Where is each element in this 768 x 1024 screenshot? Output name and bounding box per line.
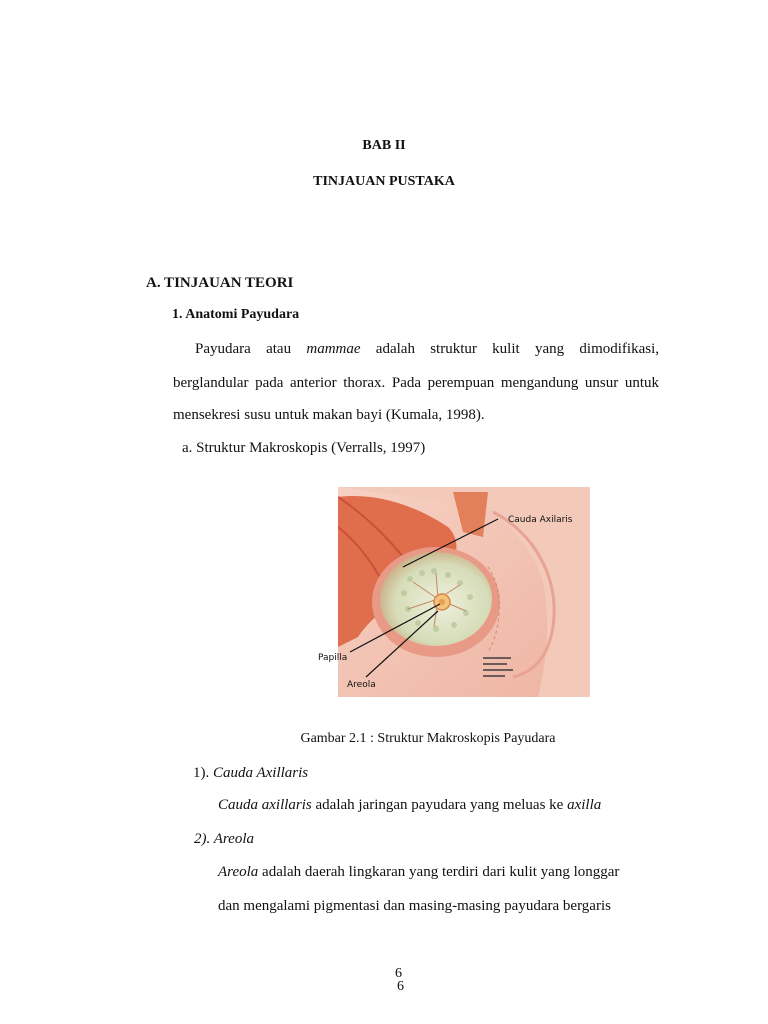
item-text: adalah daerah lingkaran yang terdiri dari kulit yang longgar bbox=[262, 864, 620, 880]
section-heading: A. TINJAUAN TEORI bbox=[146, 275, 294, 291]
item-number: 2). bbox=[194, 831, 211, 847]
item-areola-text-line-2: dan mengalami pigmentasi dan masing-masing payudara bergaris bbox=[218, 898, 611, 914]
item-text: adalah jaringan payudara yang meluas ke bbox=[315, 797, 564, 813]
chapter-heading: BAB II bbox=[362, 138, 406, 153]
paragraph-word: struktur bbox=[430, 341, 477, 357]
item-cauda-axillaris-text bbox=[218, 797, 601, 814]
paragraph-line-3: mensekresi susu untuk makan bayi (Kumala, 1998). bbox=[173, 407, 485, 423]
item-title: Cauda Axillaris bbox=[213, 765, 309, 781]
term-axilla: axilla bbox=[567, 797, 602, 813]
item-areola-heading bbox=[194, 831, 254, 848]
paragraph-word: yang bbox=[534, 341, 565, 357]
paragraph-term-mammae: mammae bbox=[306, 341, 361, 357]
paragraph-word: adalah bbox=[375, 341, 415, 357]
subheading-struktur-makroskopis: a. Struktur Makroskopis (Verralls, 1997) bbox=[182, 440, 426, 456]
paragraph-word: Payudara bbox=[195, 341, 251, 357]
figure-caption: Gambar 2.1 : Struktur Makroskopis Payudara bbox=[300, 731, 556, 746]
item-areola-text-line-1 bbox=[218, 864, 619, 881]
page-number: 6 bbox=[395, 966, 402, 981]
item-title: Areola bbox=[213, 831, 255, 847]
paragraph-word: dimodifikasi, bbox=[579, 341, 659, 357]
term-cauda-axillaris: Cauda axillaris bbox=[218, 797, 312, 813]
paragraph-word: kulit bbox=[492, 341, 520, 357]
chapter-title: TINJAUAN PUSTAKA bbox=[313, 174, 455, 189]
paragraph-line-2: berglandular pada anterior thorax. Pada perempuan mengandung unsur untuk bbox=[173, 375, 659, 391]
label-papilla: Papilla bbox=[318, 653, 348, 663]
subsection-heading: 1. Anatomi Payudara bbox=[172, 307, 300, 322]
page-number-duplicate: 6 bbox=[397, 979, 404, 994]
term-areola: Areola bbox=[218, 864, 259, 880]
label-areola: Areola bbox=[347, 680, 376, 690]
item-number: 1). bbox=[193, 765, 210, 781]
item-cauda-axillaris-heading bbox=[193, 765, 308, 782]
paragraph-word: atau bbox=[266, 341, 292, 357]
breast-anatomy-figure bbox=[338, 487, 590, 697]
label-cauda-axilaris: Cauda Axilaris bbox=[508, 515, 573, 525]
paragraph-line-1 bbox=[173, 341, 659, 358]
